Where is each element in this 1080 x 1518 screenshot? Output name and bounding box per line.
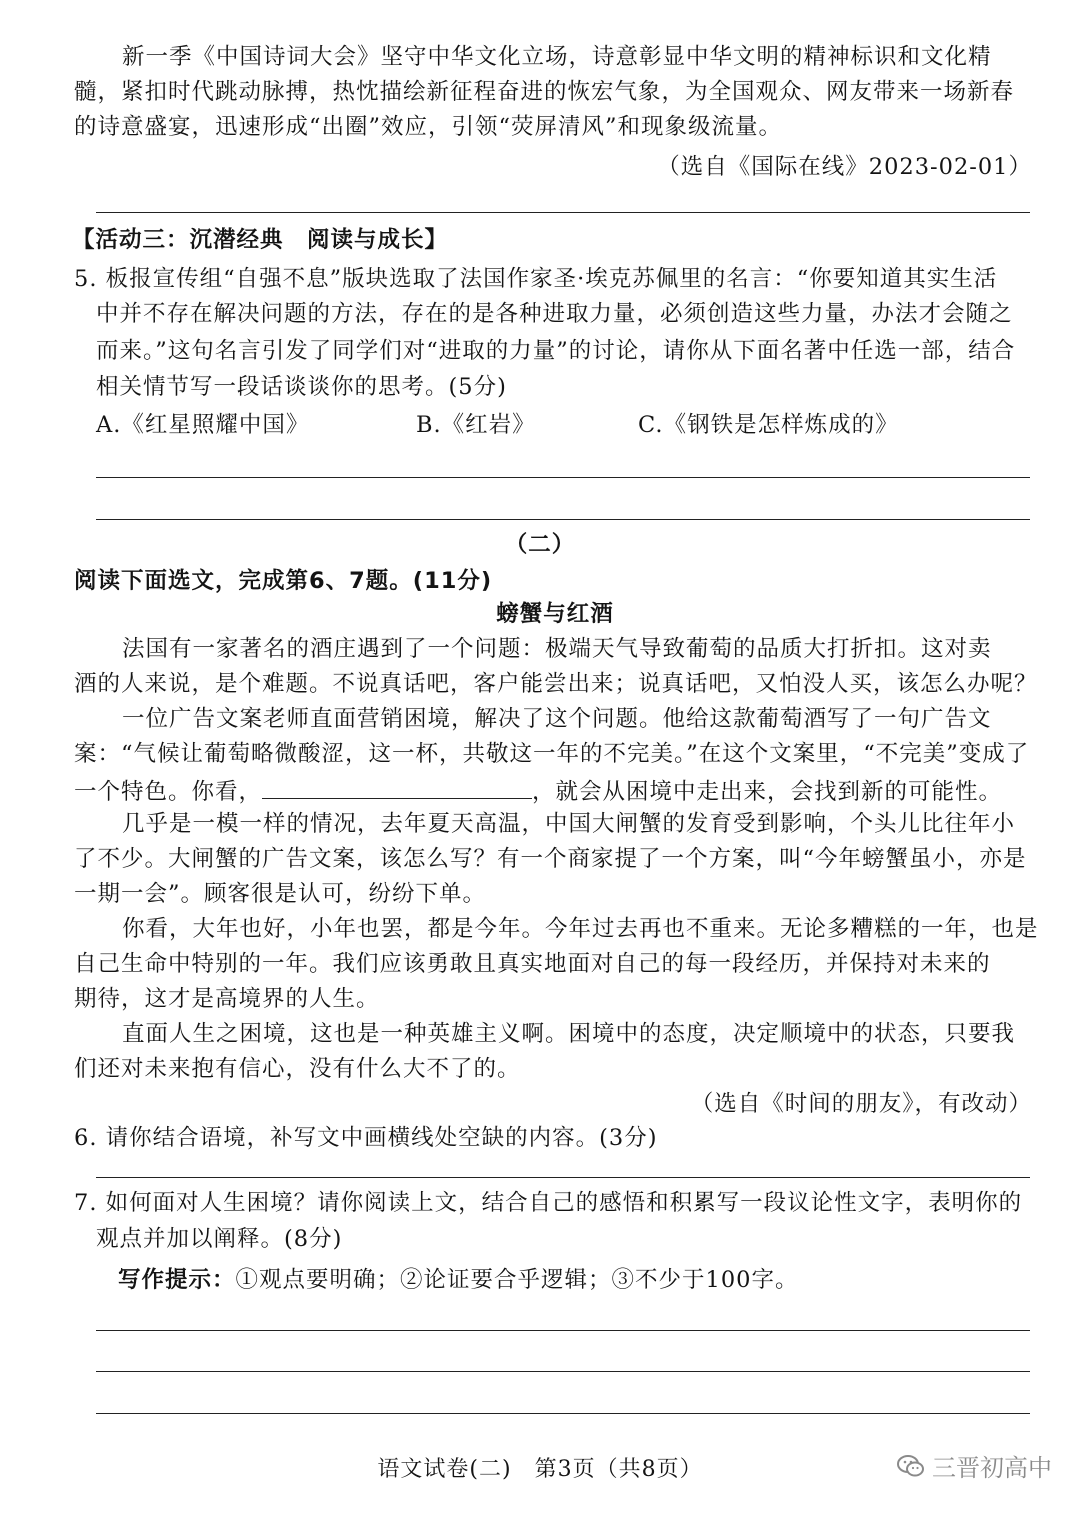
- article-title: 螃蟹与红酒: [496, 601, 614, 627]
- q5-line-2: 中并不存在解决问题的方法，存在的是各种进取力量，必须创造这些力量，办法才会随之: [96, 301, 1013, 327]
- watermark: [896, 1448, 1052, 1483]
- fill-in-blank[interactable]: [262, 772, 532, 799]
- article-source: （选自《时间的朋友》，有改动）: [690, 1091, 1032, 1117]
- p4-line-1: 你看，大年也好，小年也罢，都是今年。今年过去再也不重来。无论多糟糕的一年，也是: [122, 916, 1039, 942]
- p3-line-1: 几乎是一模一样的情况，去年夏天高温，中国大闸蟹的发育受到影响，个头儿比往年小: [122, 811, 1016, 837]
- intro-line-3: 的诗意盛宴，迅速形成“出圈”效应，引领“荧屏清风”和现象级流量。: [74, 114, 783, 140]
- answer-line: [96, 1413, 1030, 1414]
- q7-line-1: 7. 如何面对人生困境？请你阅读上文，结合自己的感悟和积累写一段议论性文字，表明你的: [74, 1190, 1023, 1216]
- option-a: A.《红星照耀中国》: [96, 412, 310, 438]
- answer-line: [96, 1371, 1030, 1372]
- q5-line-1: 5. 板报宣传组“自强不息”版块选取了法国作家圣·埃克苏佩里的名言：“你要知道其实生活: [74, 266, 998, 292]
- section-number: （二）: [504, 532, 576, 558]
- q5-options: [96, 408, 1056, 443]
- answer-line: [96, 519, 1030, 520]
- p4-line-3: 期待，这才是高境界的人生。: [74, 986, 380, 1012]
- q6: 6. 请你结合语境，补写文中画横线处空缺的内容。(3分): [74, 1125, 658, 1151]
- q5-line-4: 相关情节写一段话谈谈你的思考。(5分): [96, 374, 507, 400]
- watermark-text: 三晋初高中: [932, 1454, 1052, 1482]
- p5-line-2: 们还对未来抱有信心，没有什么大不了的。: [74, 1056, 521, 1082]
- section-instruction: 阅读下面选文，完成第6、7题。(11分): [74, 568, 493, 594]
- answer-line: [96, 212, 1030, 213]
- answer-line: [96, 1177, 1030, 1178]
- option-c: C.《钢铁是怎样炼成的》: [638, 412, 899, 438]
- p5-line-1: 直面人生之困境，这也是一种英雄主义啊。困境中的态度，决定顺境中的状态，只要我: [122, 1021, 1016, 1047]
- q7-line-2: 观点并加以阐释。(8分): [96, 1226, 343, 1252]
- p2-line-3: [74, 772, 1034, 810]
- p3-line-3: 一期一会”。顾客很是认可，纷纷下单。: [74, 881, 487, 907]
- wechat-icon: [896, 1453, 926, 1479]
- intro-line-1: 新一季《中国诗词大会》坚守中华文化立场，诗意彰显中华文明的精神标识和文化精: [122, 44, 992, 70]
- answer-line: [96, 1330, 1030, 1331]
- tip-text: ①观点要明确；②论证要合乎逻辑；③不少于100字。: [235, 1267, 799, 1293]
- intro-line-2: 髓，紧扣时代跳动脉搏，热忱描绘新征程奋进的恢宏气象，为全国观众、网友带来一场新春: [74, 79, 1015, 105]
- p1-line-1: 法国有一家著名的酒庄遇到了一个问题：极端天气导致葡萄的品质大打折扣。这对卖: [122, 636, 992, 662]
- p3-line-2: 了不少。大闸蟹的广告文案，该怎么写？有一个商家提了一个方案，叫“今年螃蟹虽小，亦是: [74, 846, 1027, 872]
- intro-source: （选自《国际在线》2023-02-01）: [657, 154, 1032, 180]
- page-footer: 语文试卷(二) 第3页（共8页）: [377, 1457, 703, 1482]
- p2-line-3-after: ，就会从困境中走出来，会找到新的可能性。: [532, 779, 1003, 805]
- activity3-heading: 【活动三：沉潜经典 阅读与成长】: [72, 227, 449, 253]
- q5-line-3: 而来。”这句名言引发了同学们对“进取的力量”的讨论，请你从下面名著中任选一部，结合: [96, 338, 1016, 364]
- p2-line-2: 案：“气候让葡萄略微酸涩，这一杯，共敬这一年的不完美。”在这个文案里，“不完美”变成了: [74, 741, 1030, 767]
- option-b: B.《红岩》: [416, 412, 536, 438]
- p2-line-3-before: 一个特色。你看，: [74, 779, 263, 805]
- p1-line-2: 酒的人来说，是个难题。不说真话吧，客户能尝出来；说真话吧，又怕没人买，该怎么办呢？: [74, 671, 1038, 697]
- tip-label: 写作提示：: [118, 1267, 236, 1293]
- p4-line-2: 自己生命中特别的一年。我们应该勇敢且真实地面对自己的每一段经历，并保持对未来的: [74, 951, 991, 977]
- writing-tip: [118, 1263, 1034, 1298]
- p2-line-1: 一位广告文案老师直面营销困境，解决了这个问题。他给这款葡萄酒写了一句广告文: [122, 706, 992, 732]
- answer-line: [96, 477, 1030, 478]
